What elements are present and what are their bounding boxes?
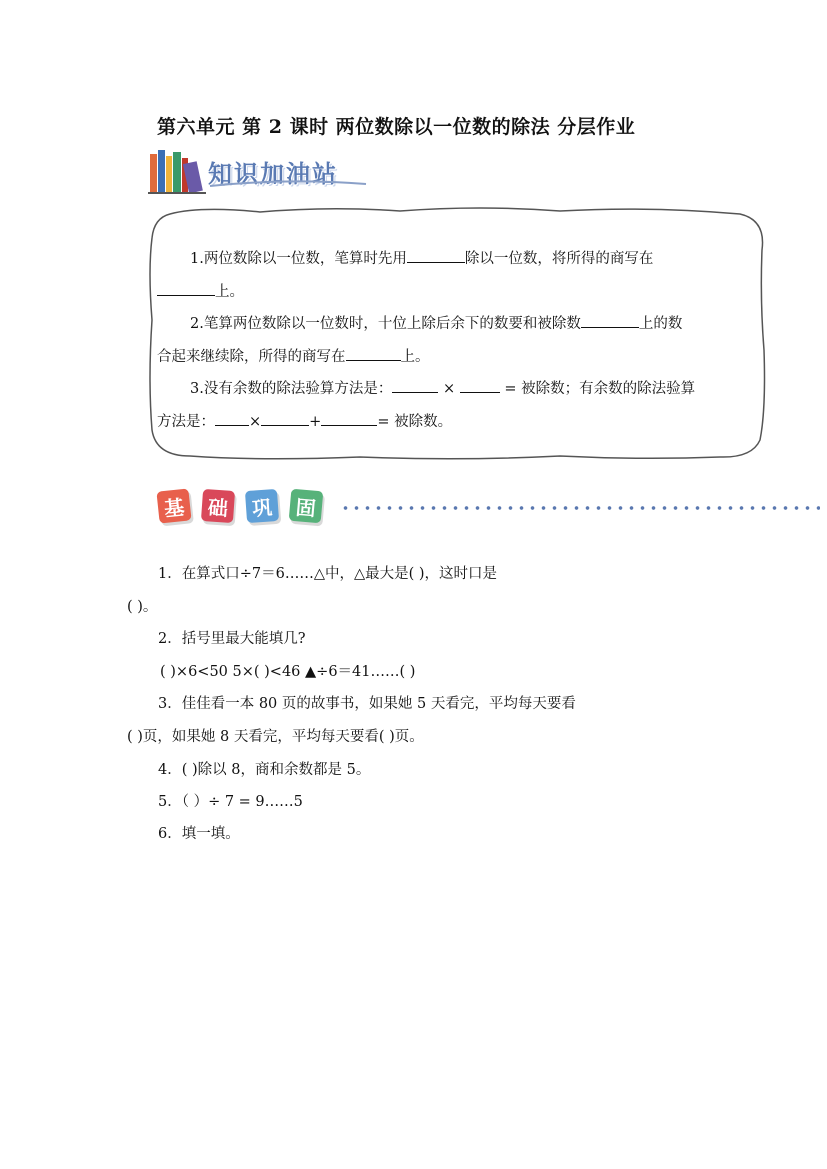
k3-times-2: × bbox=[249, 413, 262, 430]
q1-line-2: ( )。 bbox=[127, 599, 158, 615]
k1-text-a: 1.两位数除以一位数，笔算时先用 bbox=[190, 251, 407, 267]
k2-blank-2[interactable] bbox=[346, 346, 401, 361]
dotted-divider bbox=[340, 506, 820, 510]
q6-line: 6．填一填。 bbox=[158, 826, 240, 842]
k2-text-d: 上。 bbox=[400, 348, 430, 365]
k3-plus: + bbox=[309, 413, 322, 430]
k2-text-a: 2.笔算两位数除以一位数时，十位上除后余下的数要和被除数 bbox=[190, 316, 581, 332]
basic-banner bbox=[150, 487, 820, 532]
k3-times-1: × bbox=[442, 381, 456, 397]
k1-blank-2[interactable] bbox=[157, 281, 215, 296]
q1-line-1: 1．在算式口÷7＝6……△中，△最大是( )，这时口是 bbox=[158, 566, 498, 582]
k3-text-g: = 被除数。 bbox=[377, 413, 453, 430]
k2-text-c: 合起来继续除，所得的商写在 bbox=[157, 348, 346, 365]
k3-blank-5[interactable] bbox=[321, 411, 377, 426]
k1-blank-1[interactable] bbox=[407, 248, 465, 263]
k3-text-c: = 被除数；有余数的除法验算 bbox=[504, 381, 696, 397]
k1-text-c: 上。 bbox=[215, 283, 244, 300]
knowledge-content bbox=[157, 243, 757, 438]
banner-char-3: 巩 bbox=[245, 489, 279, 523]
q5-line: 5．（ ）÷ 7 = 9……5 bbox=[158, 794, 303, 810]
banner-char-4: 固 bbox=[289, 489, 324, 524]
q2-line-2: ( )×6<50 5×( )<46 ▲÷6＝41……( ) bbox=[160, 664, 416, 680]
k1-text-b: 除以一位数，将所得的商写在 bbox=[464, 251, 654, 267]
k3-blank-4[interactable] bbox=[261, 411, 309, 426]
page-title: 第六单元 第 2 课时 两位数除以一位数的除法 分层作业 bbox=[157, 116, 636, 138]
k3-text-d: 方法是： bbox=[157, 413, 215, 430]
q3-line-2: ( )页，如果她 8 天看完，平均每天要看( )页。 bbox=[127, 729, 424, 745]
knowledge-banner-title: 知识加油站 bbox=[208, 160, 338, 188]
k3-blank-1[interactable] bbox=[392, 378, 438, 393]
q3-line-1: 3．佳佳看一本 80 页的故事书，如果她 5 天看完，平均每天要看 bbox=[158, 696, 576, 712]
q2-line-1: 2．括号里最大能填几? bbox=[158, 631, 306, 647]
k3-blank-3[interactable] bbox=[215, 411, 249, 426]
k2-blank-1[interactable] bbox=[581, 313, 639, 328]
k3-blank-2[interactable] bbox=[460, 378, 500, 393]
k3-text-a: 3.没有余数的除法验算方法是： bbox=[190, 381, 393, 397]
banner-char-1: 基 bbox=[156, 488, 191, 523]
banner-char-2: 础 bbox=[201, 489, 235, 523]
k2-text-b: 上的数 bbox=[638, 316, 683, 332]
q4-line: 4．( )除以 8，商和余数都是 5。 bbox=[158, 762, 371, 778]
